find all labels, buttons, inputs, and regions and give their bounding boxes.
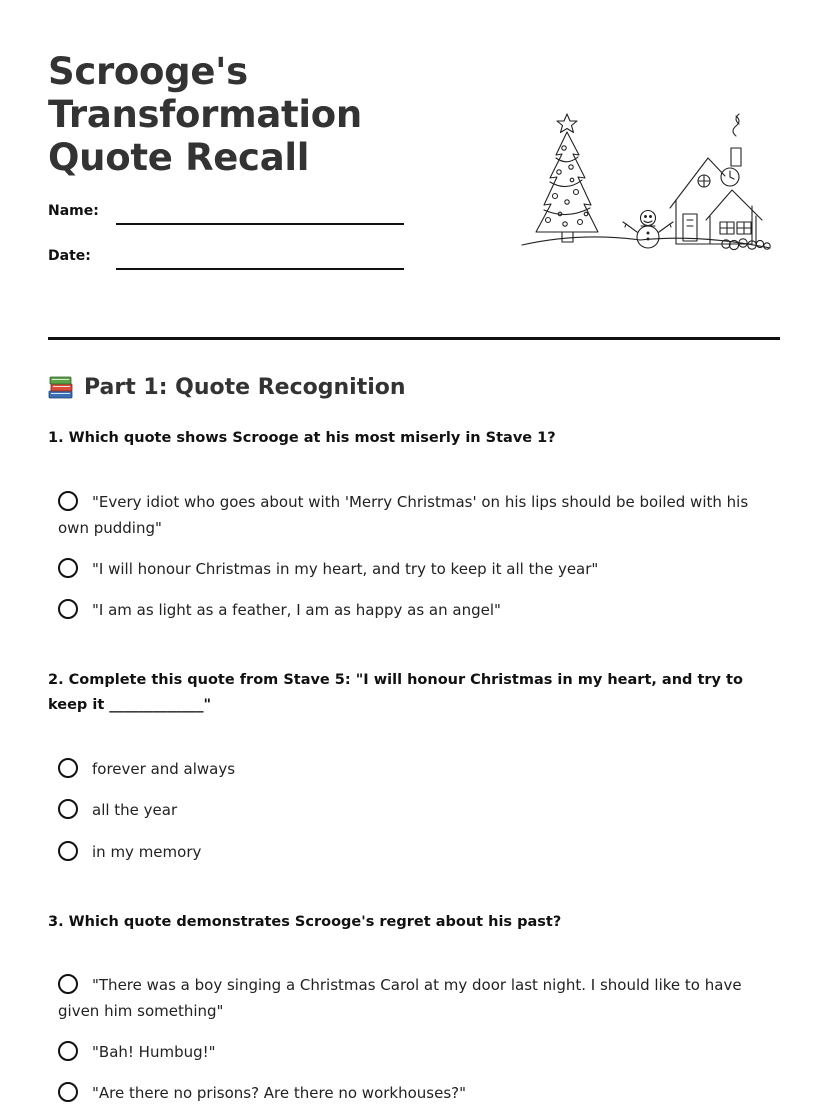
house-icon [670,114,770,250]
question-1-option-2[interactable] [58,556,758,582]
worksheet-page [48,0,780,1118]
worksheet-title: Scrooge's Transformation Quote Recall [48,50,362,179]
question-1-option-3[interactable] [58,597,758,623]
option-text: "I will honour Christmas in my heart, and try to keep it all the year" [92,560,599,578]
radio-button[interactable] [58,1041,78,1061]
section-1-title: Part 1: Quote Recognition [84,374,406,400]
option-text: "Are there no prisons? Are there no workhouses?" [92,1084,467,1102]
snowman-icon [623,211,673,249]
question-2-option-2[interactable] [58,797,758,823]
option-text: all the year [92,801,178,819]
section-1-heading [48,374,406,400]
radio-button[interactable] [58,841,78,861]
christmas-tree-icon [536,114,598,242]
question-2-option-1[interactable] [58,756,758,782]
radio-button[interactable] [58,599,78,619]
radio-button[interactable] [58,491,78,511]
question-1-option-1[interactable] [58,489,758,541]
option-text: "There was a boy singing a Christmas Carol at my door last night. I should like to have given him something" [58,976,742,1020]
question-1: 1. Which quote shows Scrooge at his most miserly in Stave 1? [48,430,556,446]
option-text: in my memory [92,843,202,861]
name-label: Name: [48,203,99,219]
date-input-line[interactable] [116,268,404,270]
question-3-option-1[interactable] [58,972,758,1024]
name-input-line[interactable] [116,223,404,225]
option-text: "Every idiot who goes about with 'Merry Christmas' on his lips should be boiled with his own pudding" [58,493,749,537]
radio-button[interactable] [58,758,78,778]
option-text: "I am as light as a feather, I am as happy as an angel" [92,601,501,619]
radio-button[interactable] [58,1082,78,1102]
question-3-option-2[interactable] [58,1039,758,1065]
option-text: "Bah! Humbug!" [92,1043,216,1061]
christmas-scene-illustration [520,110,772,258]
books-icon [48,374,74,400]
radio-button[interactable] [58,974,78,994]
section-divider [48,337,780,340]
date-label: Date: [48,248,91,264]
question-3: 3. Which quote demonstrates Scrooge's regret about his past? [48,914,562,930]
radio-button[interactable] [58,799,78,819]
question-2-option-3[interactable] [58,839,758,865]
option-text: forever and always [92,760,236,778]
radio-button[interactable] [58,558,78,578]
question-3-option-3[interactable] [58,1080,758,1106]
question-2: 2. Complete this quote from Stave 5: "I will honour Christmas in my heart, and try to keep it _____________" [48,672,743,713]
